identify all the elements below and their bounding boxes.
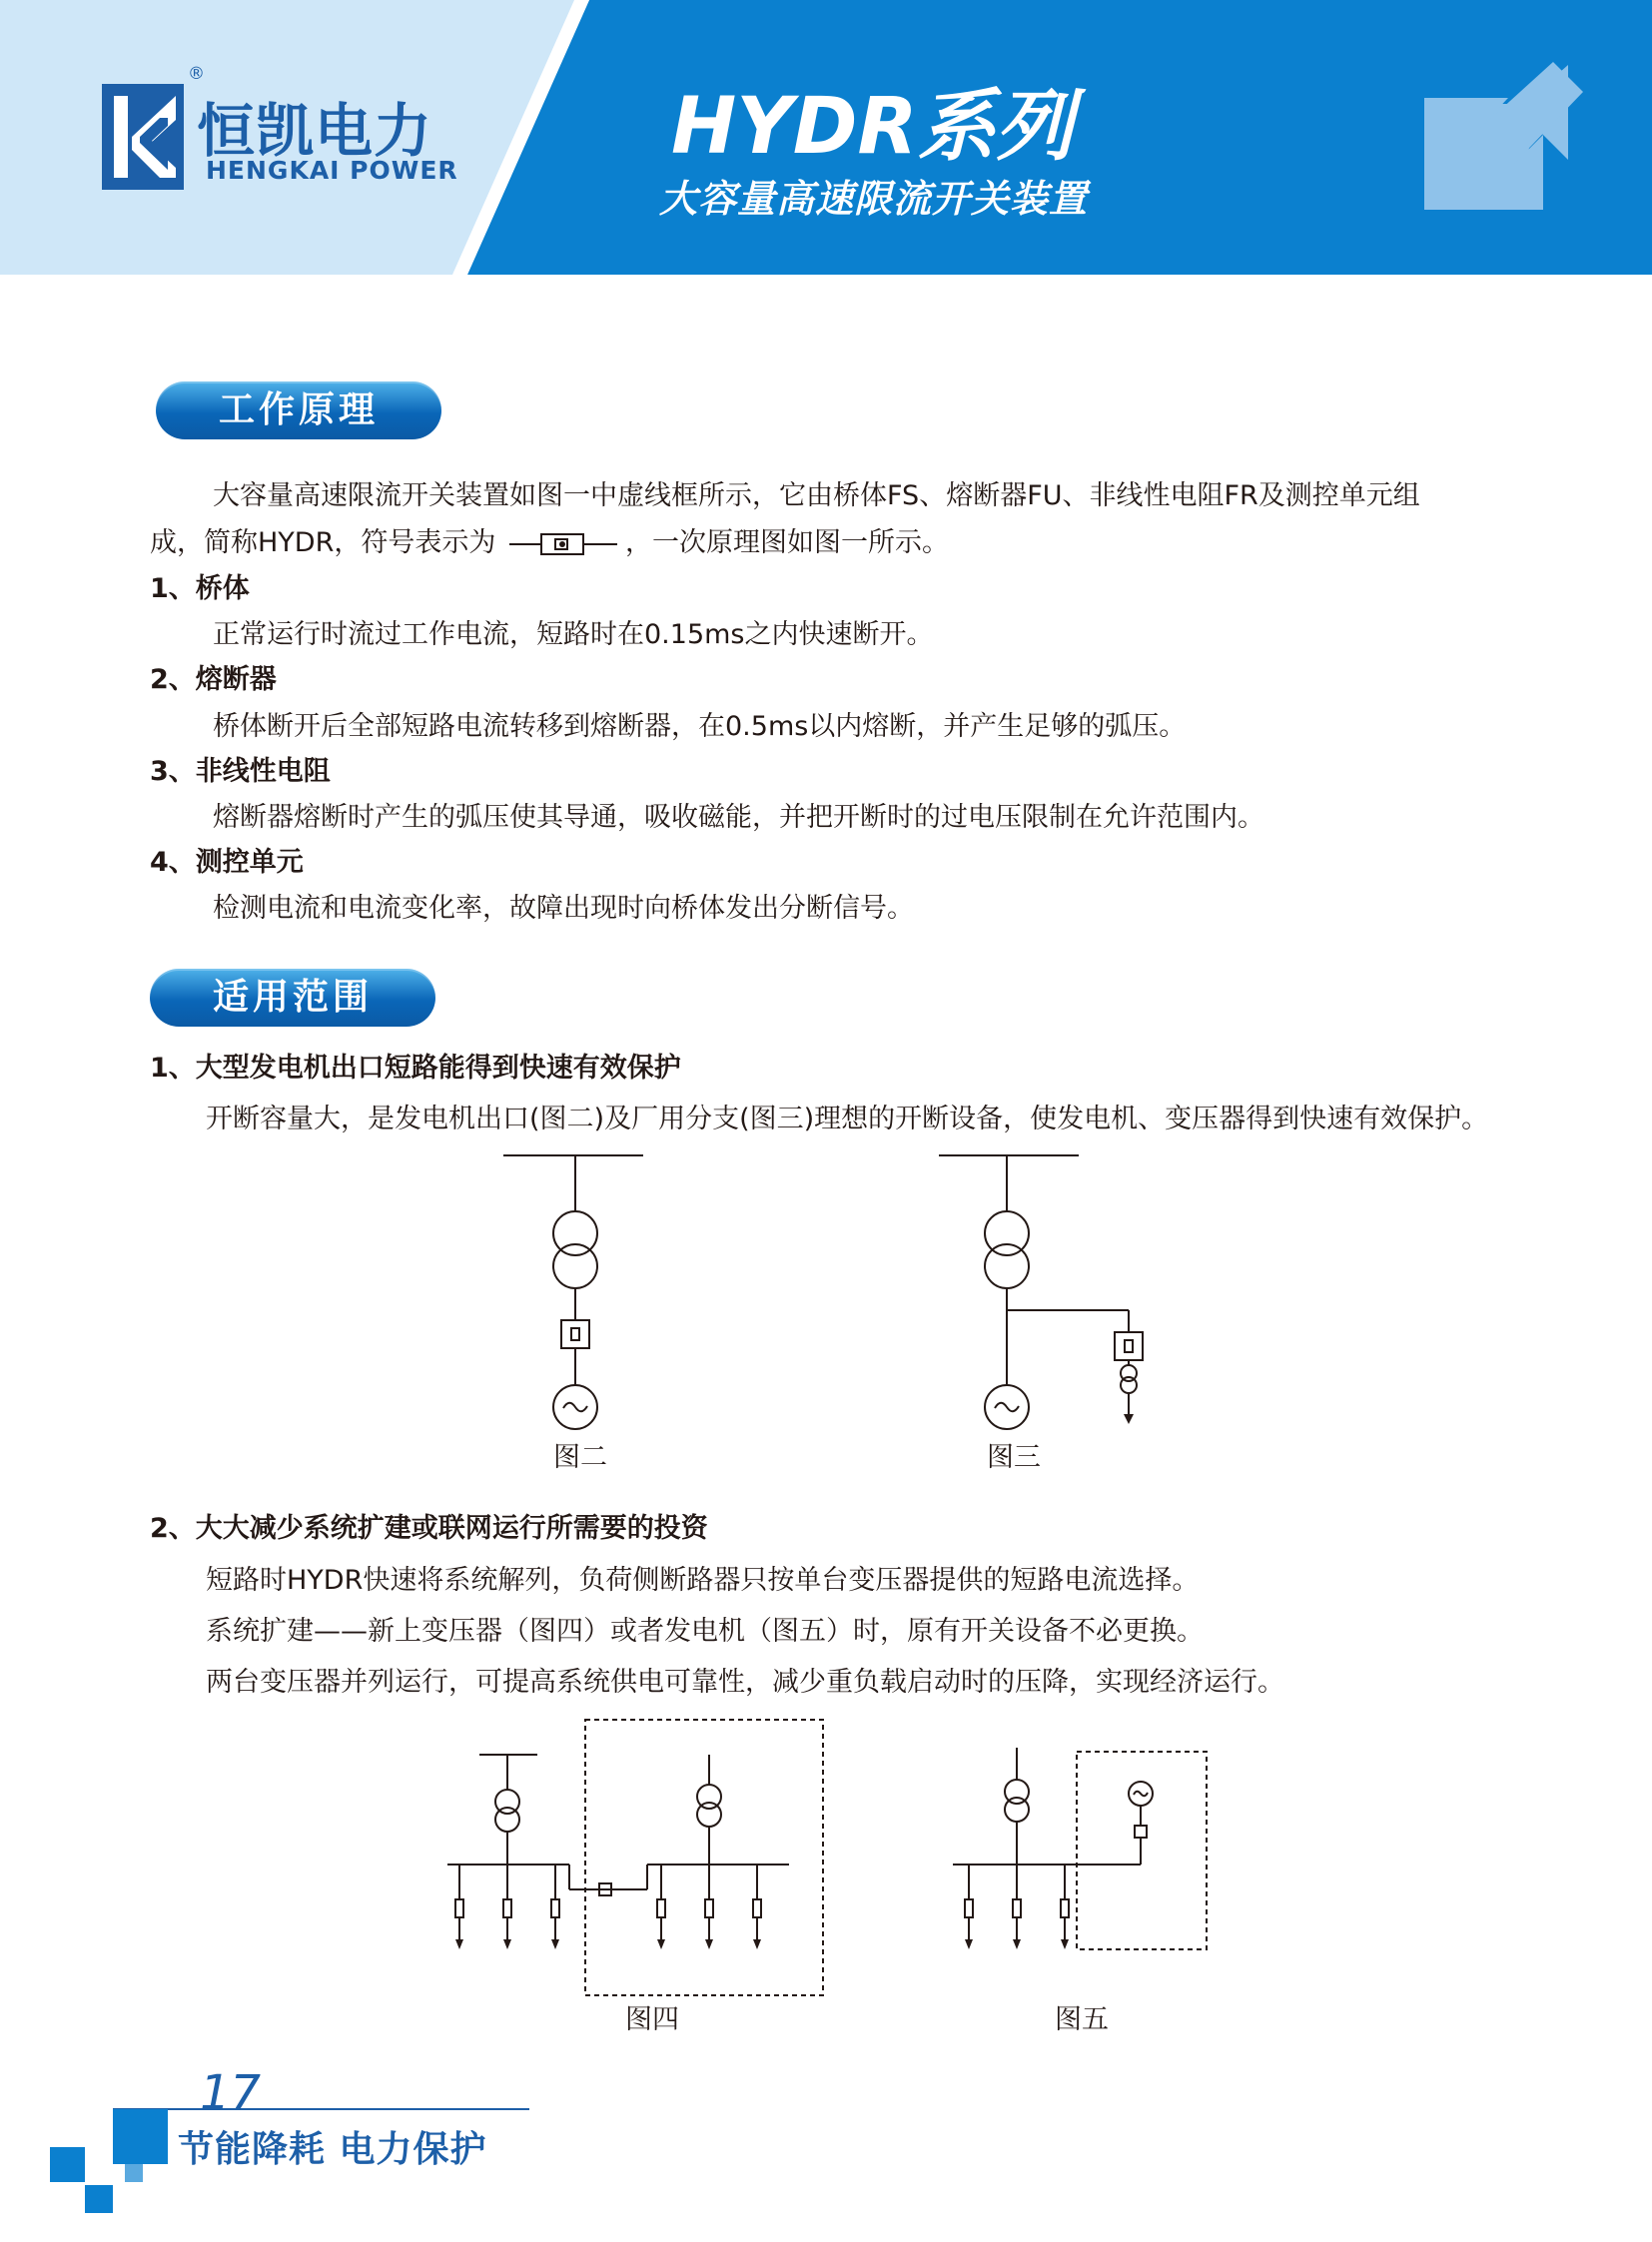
brand-name-en: HENGKAI POWER — [206, 156, 458, 185]
series-subtitle: 大容量高速限流开关装置 — [659, 177, 1089, 221]
point2-heading: 2、大大减少系统扩建或联网运行所需要的投资 — [150, 1513, 708, 1544]
item-text-control: 检测电流和电流变化率，故障出现时向桥体发出分断信号。 — [213, 893, 914, 924]
section-title-scope: 适用范围 — [150, 969, 435, 1027]
caption-fig2: 图二 — [553, 1442, 607, 1473]
point1-heading: 1、大型发电机出口短路能得到快速有效保护 — [150, 1053, 681, 1084]
point2-line-3: 两台变压器并列运行，可提高系统供电可靠性，减少重负载启动时的压降，实现经济运行。 — [206, 1667, 1284, 1698]
brand-name-cn: 恒凯电力 — [197, 97, 433, 165]
item-heading-fuse: 2、熔断器 — [150, 664, 277, 695]
item-heading-control: 4、测控单元 — [150, 847, 304, 878]
company-logo-icon — [102, 84, 184, 190]
item-heading-resistor: 3、非线性电阻 — [150, 756, 331, 787]
item-heading-bridge: 1、桥体 — [150, 573, 250, 604]
hydr-symbol-icon — [507, 529, 619, 559]
intro-line-1: 大容量高速限流开关装置如图一中虚线框所示，它由桥体FS、熔断器FU、非线性电阻FR及测控单元组 — [213, 480, 1420, 511]
point2-line-1: 短路时HYDR快速将系统解列，负荷侧断路器只按单台变压器提供的短路电流选择。 — [206, 1565, 1200, 1596]
caption-fig5: 图五 — [1055, 2004, 1109, 2035]
caption-fig4: 图四 — [625, 2004, 679, 2035]
intro-line-2b: ，一次原理图如图一所示。 — [625, 527, 949, 558]
item-text-bridge: 正常运行时流过工作电流，短路时在0.15ms之内快速断开。 — [213, 619, 934, 650]
registered-mark: ® — [188, 64, 205, 84]
page-number: 17 — [200, 2065, 262, 2121]
footer-slogan: 节能降耗 电力保护 — [178, 2129, 487, 2170]
intro-line-2a: 成，简称HYDR，符号表示为 — [150, 527, 496, 558]
diagram-fig2-fig3 — [479, 1146, 1179, 1436]
diagram-fig4-fig5 — [429, 1710, 1229, 2009]
item-text-resistor: 熔断器熔断时产生的弧压使其导通，吸收磁能，并把开断时的过电压限制在允许范围内。 — [213, 802, 1264, 833]
point1-text: 开断容量大，是发电机出口(图二)及厂用分支(图三)理想的开断设备，使发电机、变压器得到快速有效保护。 — [206, 1104, 1489, 1134]
series-title: HYDR系列 — [671, 82, 1074, 172]
point2-line-2: 系统扩建——新上变压器（图四）或者发电机（图五）时，原有开关设备不必更换。 — [206, 1616, 1204, 1647]
caption-fig3: 图三 — [987, 1442, 1041, 1473]
item-text-fuse: 桥体断开后全部短路电流转移到熔断器，在0.5ms以内熔断，并产生足够的弧压。 — [213, 711, 1187, 742]
section-title-principle: 工作原理 — [156, 381, 441, 439]
